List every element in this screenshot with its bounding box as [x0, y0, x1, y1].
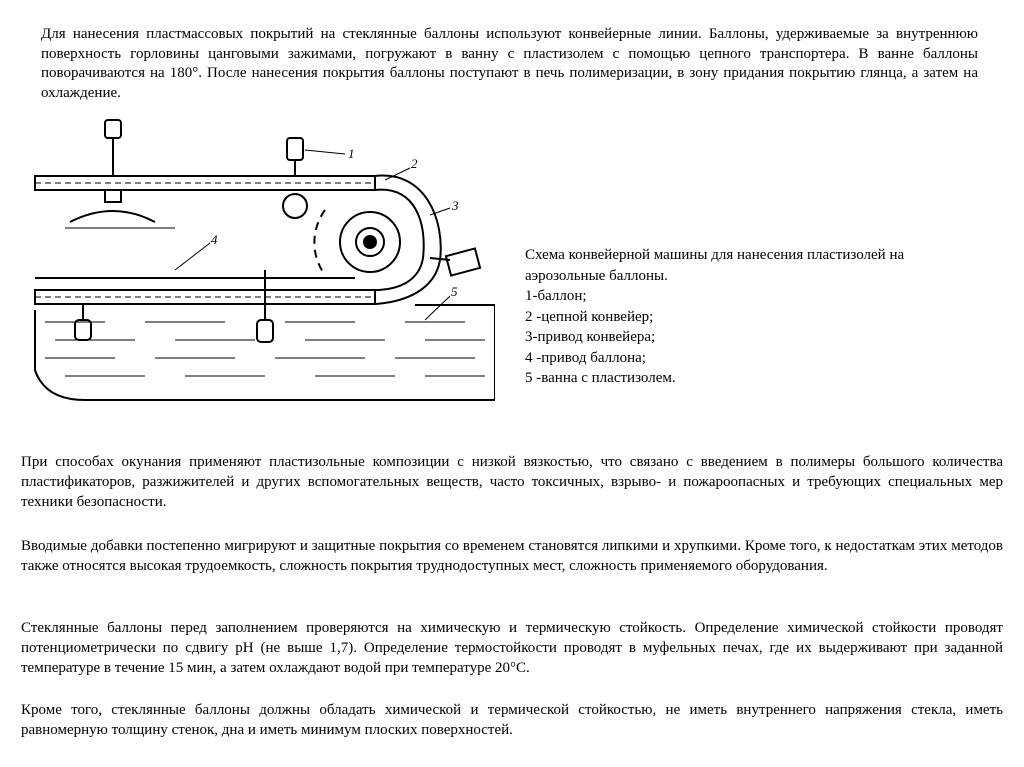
caption-title-line1: Схема конвейерной машины для нанесения пластизолей на [525, 247, 905, 263]
paragraph-additives: Вводимые добавки постепенно мигрируют и защитные покрытия со временем становятся липкими и хрупкими. Кроме того, к недостаткам этих методов также относятся высокая трудоемкость, сложность покрытия труднодоступных мест, сложность применяемого оборудования. [21, 538, 1003, 574]
caption-title-line2: аэрозольные баллоны. [525, 267, 668, 284]
bottle-holder-4 [257, 270, 273, 342]
legend-item-1: 1-баллон; [525, 288, 587, 304]
paragraph-testing: Стеклянные баллоны перед заполнением проверяются на химическую и термическую стойкость. Определение химической стойкости проводят потенциометрически по сдвигу pH (не выше 1,7). Определение термостойкости проводят в муфельных печах, где их выдерживают при заданной температуре в течение 15 мин, а затем охлаждают водой при температуре 20°C. [21, 620, 1003, 676]
paragraph-requirements: Кроме того, стеклянные баллоны должны обладать химической и термической стойкостью, не иметь внутреннего напряжения стекла, иметь равномерную толщину стенок, дна и иметь минимум плоских поверхностей. [21, 702, 1003, 738]
figure-label-2: 2 [411, 156, 418, 171]
figure-label-5: 5 [451, 284, 458, 299]
paragraph-dipping: При способах окунания применяют пластизольные композиции с низкой вязкостью, что связано с введением в полимеры большого количества пластификаторов, разжижителей и других вспомогательных веществ, часто токсичных, взрыво- и пожароопасных и требующих специальных мер техники безопасности. [21, 454, 1003, 510]
conveyor-turn-chain [375, 176, 441, 304]
legend-item-2: 2 -цепной конвейер; [525, 308, 654, 325]
legend-item-3: 3-привод конвейера; [525, 329, 656, 345]
conveyor-machine-diagram [25, 110, 495, 410]
legend-item-4: 4 -привод баллона; [525, 349, 646, 366]
legend-item-5: 5 -ванна с пластизолем. [525, 370, 676, 386]
figure-label-1: 1 [348, 146, 355, 161]
figure-label-4: 4 [211, 232, 218, 247]
bottle-holder-2 [283, 138, 307, 218]
figure-caption [525, 245, 985, 389]
intro-paragraph: Для нанесения пластмассовых покрытий на стеклянные баллоны используют конвейерные линии. Баллоны, удерживаемые за внутреннюю поверхность горловины цанговыми зажимами, погружают в ванну с пластизолем с помощью цепного транспортера. В ванне баллоны поворачиваются на 180°. После нанесения покрытия баллоны поступают в печь полимеризации, в зону придания покрытию глянца, а затем на охлаждение. [41, 26, 978, 101]
figure-label-3: 3 [452, 198, 459, 213]
conveyor-drive-motor [446, 248, 480, 275]
bottle-holder-1 [65, 120, 175, 228]
